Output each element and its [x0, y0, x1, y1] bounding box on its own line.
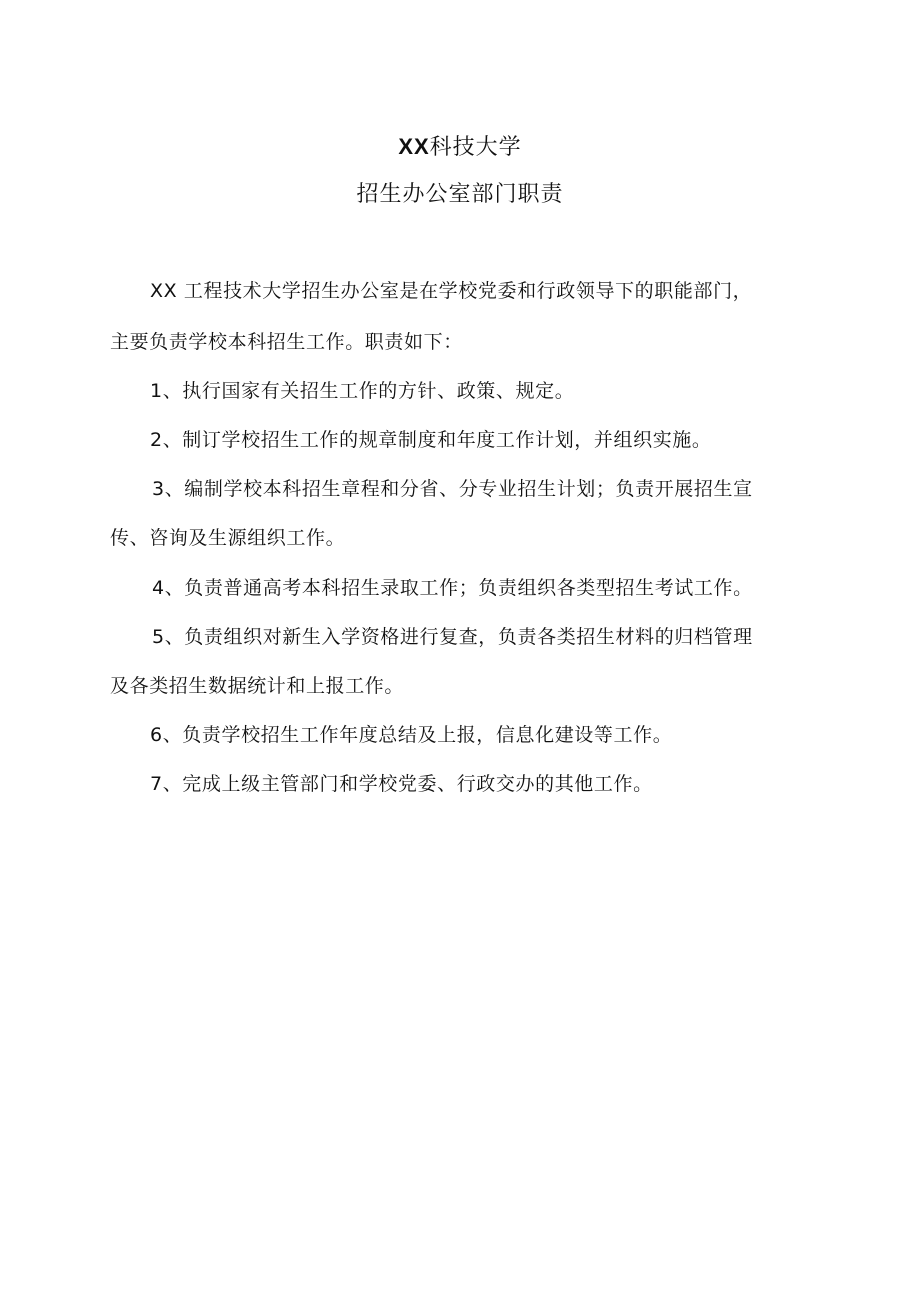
document-title [0, 130, 920, 161]
duty-item-3-line-1: 3、编制学校本科招生章程和分省、分专业招生计划；负责开展招生宣 [152, 478, 753, 500]
duty-item-3-line-2: 传、咨询及生源组织工作。 [110, 527, 346, 549]
duty-item-5-line-2: 及各类招生数据统计和上报工作。 [110, 675, 405, 697]
title-main: 科技大学 [429, 135, 522, 160]
duty-item-2: 2、制订学校招生工作的规章制度和年度工作计划，并组织实施。 [150, 429, 712, 451]
duty-item-6: 6、负责学校招生工作年度总结及上报，信息化建设等工作。 [150, 724, 673, 746]
intro-line-1: XX 工程技术大学招生办公室是在学校党委和行政领导下的职能部门， [150, 280, 753, 302]
title-prefix: XX [398, 134, 430, 159]
duty-item-5-line-1: 5、负责组织对新生入学资格进行复查，负责各类招生材料的归档管理 [152, 626, 753, 648]
duty-item-1: 1、执行国家有关招生工作的方针、政策、规定。 [150, 380, 575, 402]
intro-line-2: 主要负责学校本科招生工作。职责如下： [110, 331, 463, 353]
document-subtitle: 招生办公室部门职责 [356, 182, 564, 207]
duty-item-7: 7、完成上级主管部门和学校党委、行政交办的其他工作。 [150, 773, 653, 795]
duty-item-4: 4、负责普通高考本科招生录取工作；负责组织各类型招生考试工作。 [152, 577, 753, 599]
